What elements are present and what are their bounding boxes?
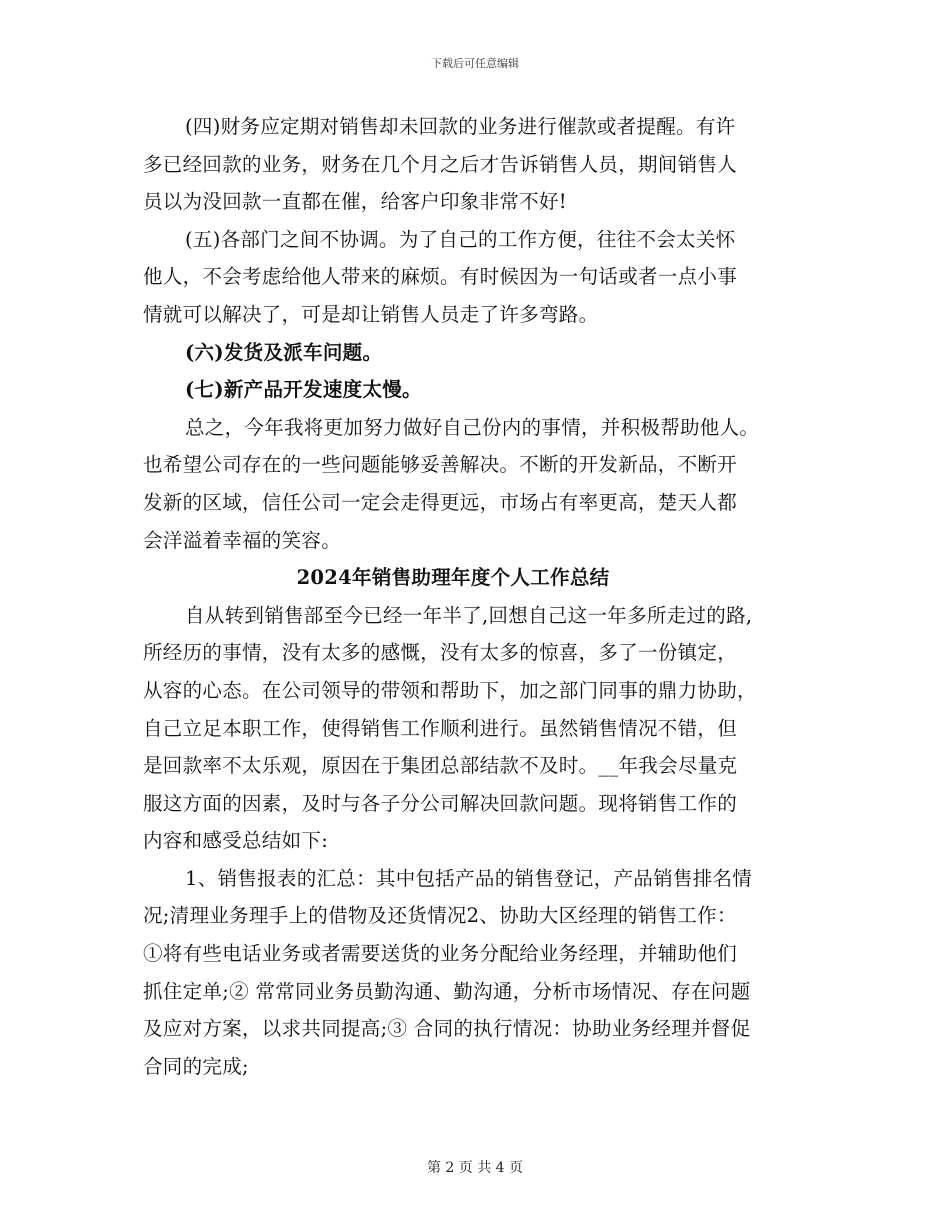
text-line: 多已经回款的业务，财务在几个月之后才告诉销售人员，期间销售人: [143, 152, 738, 176]
paragraph-five: [143, 221, 823, 334]
text-line: 及应对方案，以求共同提高;③ 合同的执行情况：协助业务经理并督促: [143, 1017, 751, 1041]
text-line: ①将有些电话业务或者需要送货的业务分配给业务经理，并辅助他们: [143, 942, 738, 966]
text-line: 况;清理业务理手上的借物及还货情况2、协助大区经理的销售工作：: [143, 904, 737, 928]
text-line: 抓住定单;② 常常同业务员勤沟通、勤沟通，分析市场情况、存在问题: [143, 979, 751, 1003]
text-line: 自从转到销售部至今已经一年半了,回想自己这一年多所走过的路,: [185, 603, 753, 627]
text-line: 从容的心态。在公司领导的带领和帮助下，加之部门同事的鼎力协助，: [143, 678, 757, 702]
document-body: [143, 108, 823, 1085]
text-line: 所经历的事情，没有太多的感慨，没有太多的惊喜，多了一份镇定，: [143, 641, 738, 665]
text-line: 服这方面的因素，及时与各子分公司解决回款问题。现将销售工作的: [143, 791, 738, 815]
text-line: 是回款率不太乐观，原因在于集团总部结款不及时。__年我会尽量克: [143, 754, 738, 778]
paragraph-six-heading: (六)发货及派车问题。: [185, 340, 383, 364]
paragraph-seven-heading: (七)新产品开发速度太慢。: [185, 378, 422, 402]
text-line: 也希望公司存在的一些问题能够妥善解决。不断的开发新品，不断开: [143, 453, 738, 477]
page-footer: 第 2 页 共 4 页: [426, 1160, 524, 1176]
page-header: 下载后可任意编辑: [431, 57, 519, 70]
text-line: 内容和感受总结如下:: [143, 829, 329, 853]
text-line: 员以为没回款一直都在催，给客户印象非常不好!: [143, 190, 567, 214]
text-line: (四)财务应定期对销售却未回款的业务进行催款或者提醒。有许: [185, 115, 736, 138]
text-line: 情就可以解决了，可是却让销售人员走了许多弯路。: [143, 302, 599, 326]
text-line: 发新的区域，信任公司一定会走得更远，市场占有率更高，楚天人都: [143, 490, 738, 514]
text-line: 他人，不会考虑给他人带来的麻烦。有时候因为一句话或者一点小事: [143, 265, 738, 289]
text-line: 总之，今年我将更加努力做好自己份内的事情，并积极帮助他人。: [185, 415, 760, 439]
text-line: 1、销售报表的汇总：其中包括产品的销售登记，产品销售排名情: [185, 866, 753, 890]
text-line: 自己立足本职工作，使得销售工作顺利进行。虽然销售情况不错，但: [143, 716, 738, 740]
text-line: (五)各部门之间不协调。为了自己的工作方便，往往不会太关怀: [185, 227, 736, 251]
text-line: 会洋溢着幸福的笑容。: [143, 528, 342, 552]
paragraph-four: [143, 108, 823, 221]
section-title: 2024年销售助理年度个人工作总结: [296, 566, 610, 590]
item-one-paragraph: [143, 860, 823, 1086]
intro-paragraph: [143, 597, 823, 860]
text-line: 合同的完成;: [143, 1054, 249, 1078]
summary-paragraph: [143, 409, 823, 559]
